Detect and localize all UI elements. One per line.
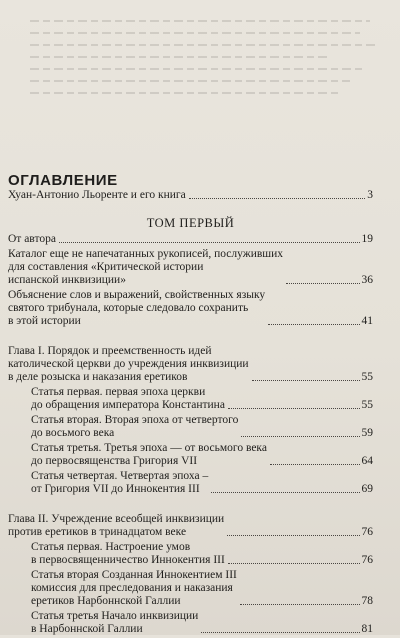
page-number: 55 (361, 399, 373, 411)
entry-line: в этой истории (8, 315, 81, 327)
entry-line: в деле розыска и наказания еретиков (8, 371, 188, 383)
toc-entry (8, 248, 373, 287)
entry-line: до обращения императора Константина (31, 399, 225, 411)
toc-article (8, 610, 373, 636)
toc-chapter (8, 345, 373, 384)
entry-line: Статья первая. Настроение умов (31, 541, 191, 553)
leader-dots (228, 408, 360, 409)
page-number: 69 (361, 483, 373, 495)
volume-title: ТОМ ПЕРВЫЙ (146, 216, 235, 230)
entry-line: для составления «Критической истории (8, 261, 204, 273)
toc-article (8, 569, 373, 608)
entry-line: комиссия для преследования и наказания (31, 582, 233, 594)
entry-line: Каталог еще не напечатанных рукописей, послуживших (8, 248, 284, 260)
entry-line: Статья вторая Созданная Иннокентием III (31, 569, 237, 581)
page-number: 36 (361, 274, 373, 286)
entry-line: Статья третья Начало инквизиции (31, 610, 199, 622)
toc-entry (8, 289, 373, 328)
entry-line: до первосвященства Григория VII (31, 455, 198, 467)
leader-dots (189, 198, 366, 199)
entry-line: От автора (8, 233, 56, 245)
page-number: 55 (361, 371, 373, 383)
toc-article (8, 414, 373, 440)
entry-line: в Нарбоннской Галлии (31, 623, 143, 635)
entry-line: Статья третья. Третья эпоха — от восьмого века (31, 442, 267, 454)
entry-line: Объяснение слов и выражений, свойственных языку (8, 289, 266, 301)
page-number: 19 (361, 233, 373, 245)
toc-title: ОГЛАВЛЕНИЕ (8, 172, 118, 189)
page-number: 64 (361, 455, 373, 467)
toc-article (8, 442, 373, 468)
leader-dots (252, 380, 360, 381)
toc-chapter (8, 513, 373, 539)
page-number: 76 (361, 526, 373, 538)
entry-line: Хуан-Антонио Льоренте и его книга (8, 189, 186, 201)
leader-dots (59, 242, 360, 243)
page-number: 3 (367, 189, 373, 201)
page-number: 81 (361, 623, 373, 635)
entry-line: от Григория VII до Иннокентия III (31, 483, 200, 495)
entry-line: святого трибунала, которые следовало сохранить (8, 302, 249, 314)
entry-line: в первосвященничество Иннокентия III (31, 554, 225, 566)
leader-dots (211, 492, 359, 493)
bleed-through-text (30, 20, 380, 104)
entry-line: Статья вторая. Вторая эпоха от четвертого (31, 414, 239, 426)
leader-dots (201, 632, 359, 633)
entry-line: еретиков Нарбоннской Галлии (31, 595, 181, 607)
page-number: 76 (361, 554, 373, 566)
leader-dots (286, 283, 359, 284)
leader-dots (241, 436, 359, 437)
leader-dots (240, 604, 360, 605)
toc-article (8, 470, 373, 496)
toc-entry-intro (8, 189, 373, 202)
page-number: 41 (361, 315, 373, 327)
entry-line: Глава I. Порядок и преемственность идей (8, 345, 212, 357)
leader-dots (270, 464, 360, 465)
toc-article (8, 541, 373, 567)
entry-line: до восьмого века (31, 427, 115, 439)
toc-entry (8, 233, 373, 246)
entry-line: Статья первая. первая эпоха церкви (31, 386, 206, 398)
page-number: 59 (361, 427, 373, 439)
entry-line: против еретиков в тринадцатом веке (8, 526, 187, 538)
page-number: 78 (361, 595, 373, 607)
entry-line: испанской инквизиции» (8, 274, 126, 286)
leader-dots (228, 563, 360, 564)
toc-article (8, 386, 373, 412)
table-of-contents (8, 172, 373, 638)
leader-dots (227, 535, 359, 536)
entry-line: Статья четвертая. Четвертая эпоха – (31, 470, 209, 482)
entry-line: католической церкви до учреждения инквизиции (8, 358, 249, 370)
leader-dots (268, 324, 359, 325)
entry-line: Глава II. Учреждение всеобщей инквизиции (8, 513, 225, 525)
